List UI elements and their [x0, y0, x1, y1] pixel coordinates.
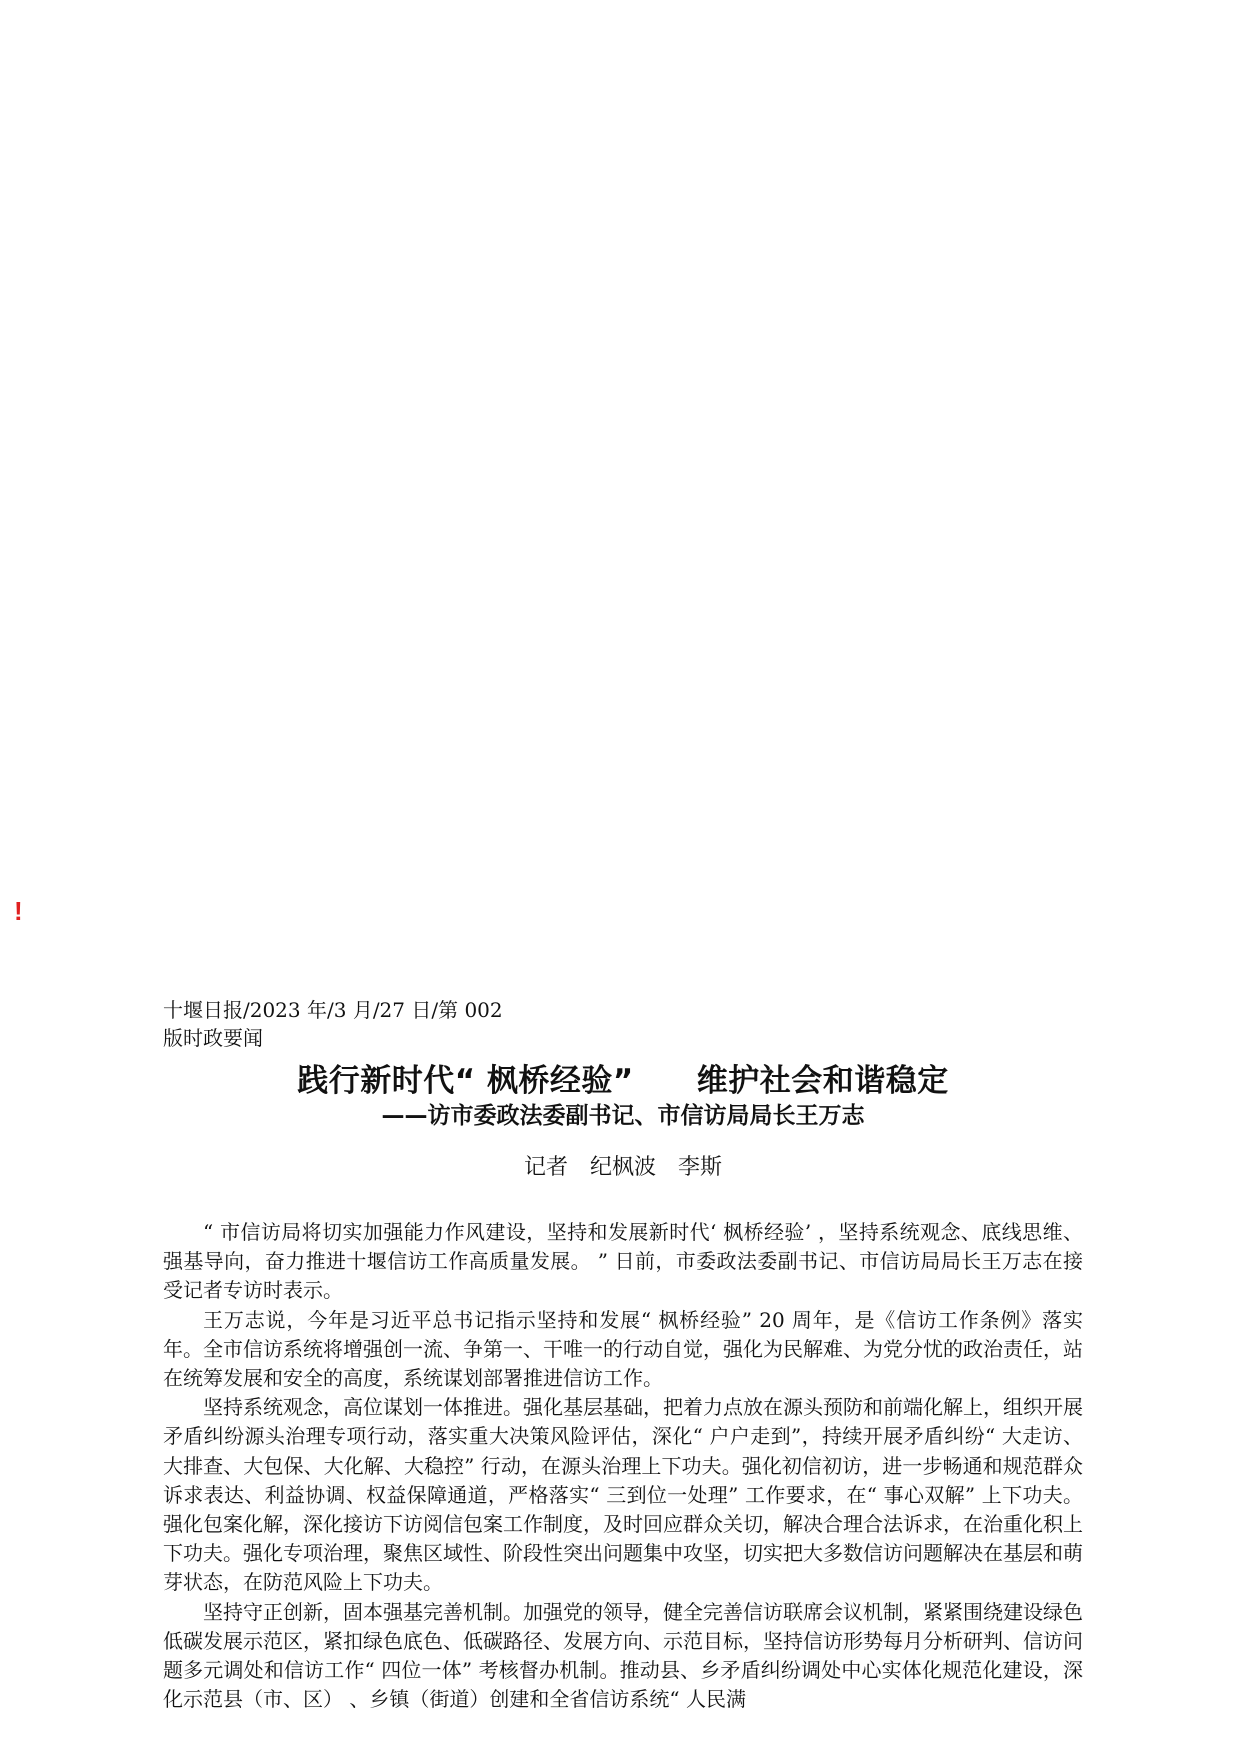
- article-paragraph: “ 市信访局将切实加强能力作风建设，坚持和发展新时代‘ 枫桥经验’ ，坚持系统观念、底线思维、强基导向，奋力推进十堰信访工作高质量发展。 ” 日前，市委政法委副书记、市信访局局长王万志在接受记者专访时表示。: [163, 1220, 1083, 1303]
- article-body: [163, 1218, 1083, 1714]
- article-title: 践行新时代“ 枫桥经验” 维护社会和谐稳定: [297, 1063, 949, 1099]
- article-subtitle: ——访市委政法委副书记、市信访局局长王万志: [381, 1103, 865, 1129]
- article-byline: 记者 纪枫波 李斯: [523, 1155, 722, 1180]
- article-paragraph: 坚持守正创新，固本强基完善机制。加强党的领导，健全完善信访联席会议机制，紧紧围绕建设绿色低碳发展示范区，紧扣绿色底色、低碳路径、发展方向、示范目标，坚持信访形势每月分析研判、信访问题多元调处和信访工作“ 四位一体” 考核督办机制。推动县、乡矛盾纠纷调处中心实体化规范化建设，深化示范县（市、区） 、乡镇（街道）创建和全省信访系统“ 人民满: [163, 1599, 1083, 1712]
- warning-mark-icon: !: [14, 896, 23, 926]
- article-paragraph: 坚持系统观念，高位谋划一体推进。强化基层基础，把着力点放在源头预防和前端化解上，组织开展矛盾纠纷源头治理专项行动，落实重大决策风险评估，深化“ 户户走到”，持续开展矛盾纠纷“ 大走访、大排查、大包保、大化解、大稳控” 行动，在源头治理上下功夫。强化初信初访，进一步畅通和规范群众诉求表达、利益协调、权益保障通道，严格落实“ 三到位一处理” 工作要求，在“ 事心双解” 上下功夫。强化包案化解，深化接访下访阅信包案工作制度，及时回应群众关切，解决合理合法诉求，在治重化积上下功夫。强化专项治理，聚焦区域性、阶段性突出问题集中攻坚，切实把大多数信访问题解决在基层和萌芽状态，在防范风险上下功夫。: [163, 1395, 1083, 1595]
- article-source: 十堰日报/2023 年/3 月/27 日/第 002 版时政要闻: [163, 998, 503, 1050]
- article-paragraph: 王万志说，今年是习近平总书记指示坚持和发展“ 枫桥经验” 20 周年，是《信访工作条例》落实年。全市信访系统将增强创一流、争第一、干唯一的行动自觉，强化为民解难、为党分忧的政治责任，站在统筹发展和安全的高度，系统谋划部署推进信访工作。: [163, 1307, 1083, 1391]
- article: [163, 996, 1083, 1714]
